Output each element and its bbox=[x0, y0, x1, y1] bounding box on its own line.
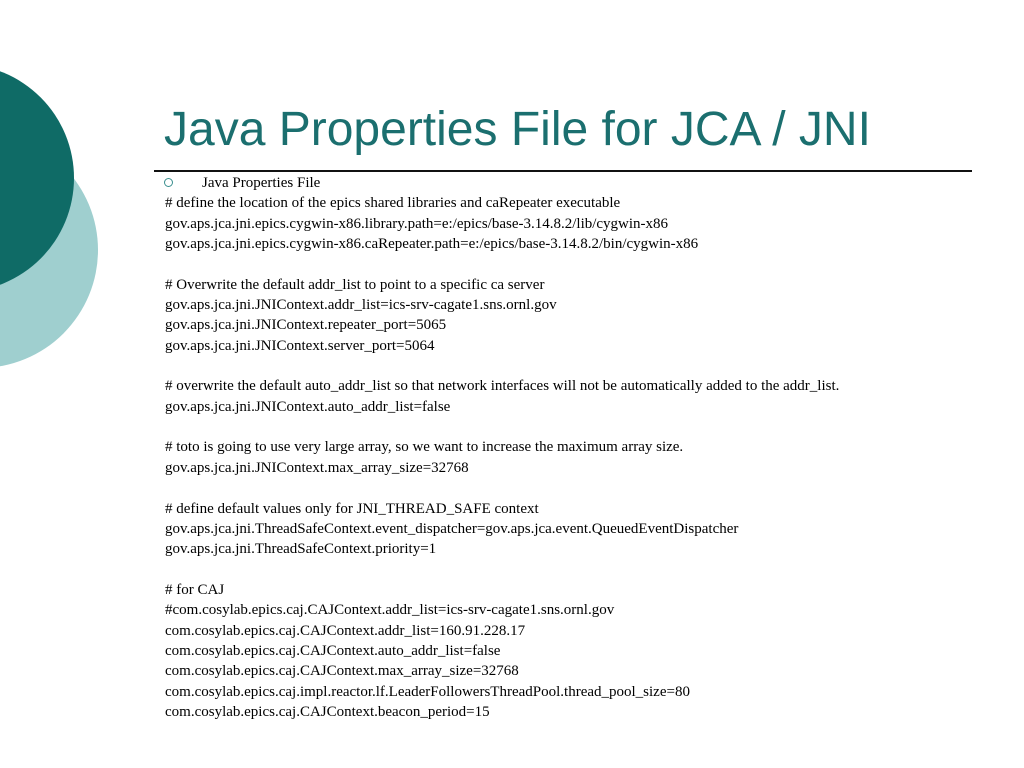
bullet-label: Java Properties File bbox=[202, 175, 321, 191]
properties-line: gov.aps.jca.jni.JNIContext.repeater_port=5065 bbox=[165, 317, 447, 334]
slide-title: Java Properties File for JCA / JNI bbox=[164, 103, 871, 156]
properties-line: gov.aps.jca.jni.JNIContext.server_port=5064 bbox=[165, 337, 435, 354]
properties-line: # define default values only for JNI_THREAD_SAFE context bbox=[165, 500, 539, 517]
properties-line: gov.aps.jca.jni.JNIContext.max_array_size=32768 bbox=[165, 459, 469, 476]
properties-line: com.cosylab.epics.caj.CAJContext.beacon_period=15 bbox=[165, 703, 490, 720]
properties-line: gov.aps.jca.jni.epics.cygwin-x86.caRepeater.path=e:/epics/base-3.14.8.2/bin/cygwin-x86 bbox=[165, 236, 699, 253]
properties-line bbox=[165, 356, 1005, 376]
properties-line: # Overwrite the default addr_list to point to a specific ca server bbox=[165, 276, 545, 293]
hollow-circle-bullet-icon bbox=[164, 178, 173, 187]
properties-line bbox=[165, 560, 1005, 580]
properties-content bbox=[165, 173, 1005, 722]
properties-line: com.cosylab.epics.caj.CAJContext.auto_addr_list=false bbox=[165, 642, 501, 659]
properties-line bbox=[165, 417, 1005, 437]
properties-line: gov.aps.jca.jni.ThreadSafeContext.event_dispatcher=gov.aps.jca.event.QueuedEventDispatcher bbox=[165, 520, 739, 537]
properties-line: gov.aps.jca.jni.ThreadSafeContext.priority=1 bbox=[165, 541, 437, 558]
bullet-item bbox=[165, 173, 1005, 193]
properties-line: com.cosylab.epics.caj.CAJContext.max_array_size=32768 bbox=[165, 663, 519, 680]
properties-line: # for CAJ bbox=[165, 581, 225, 598]
light-teal-circle bbox=[0, 132, 98, 368]
properties-lines bbox=[165, 193, 1005, 722]
properties-line: # define the location of the epics shared libraries and caRepeater executable bbox=[165, 195, 621, 212]
properties-line: #com.cosylab.epics.caj.CAJContext.addr_list=ics-srv-cagate1.sns.ornl.gov bbox=[165, 602, 615, 619]
properties-line: gov.aps.jca.jni.epics.cygwin-x86.library.path=e:/epics/base-3.14.8.2/lib/cygwin-x86 bbox=[165, 215, 669, 232]
properties-line bbox=[165, 254, 1005, 274]
properties-line: gov.aps.jca.jni.JNIContext.addr_list=ics-srv-cagate1.sns.ornl.gov bbox=[165, 297, 557, 314]
properties-line bbox=[165, 478, 1005, 498]
properties-line: # overwrite the default auto_addr_list so that network interfaces will not be automatically added to the addr_list. bbox=[165, 378, 840, 395]
properties-line: # toto is going to use very large array, so we want to increase the maximum array size. bbox=[165, 439, 684, 456]
title-divider bbox=[154, 170, 972, 172]
properties-line: com.cosylab.epics.caj.impl.reactor.lf.LeaderFollowersThreadPool.thread_pool_size=80 bbox=[165, 683, 690, 700]
properties-line: com.cosylab.epics.caj.CAJContext.addr_list=160.91.228.17 bbox=[165, 622, 526, 639]
properties-line: gov.aps.jca.jni.JNIContext.auto_addr_list=false bbox=[165, 398, 451, 415]
dark-teal-circle bbox=[0, 64, 74, 292]
